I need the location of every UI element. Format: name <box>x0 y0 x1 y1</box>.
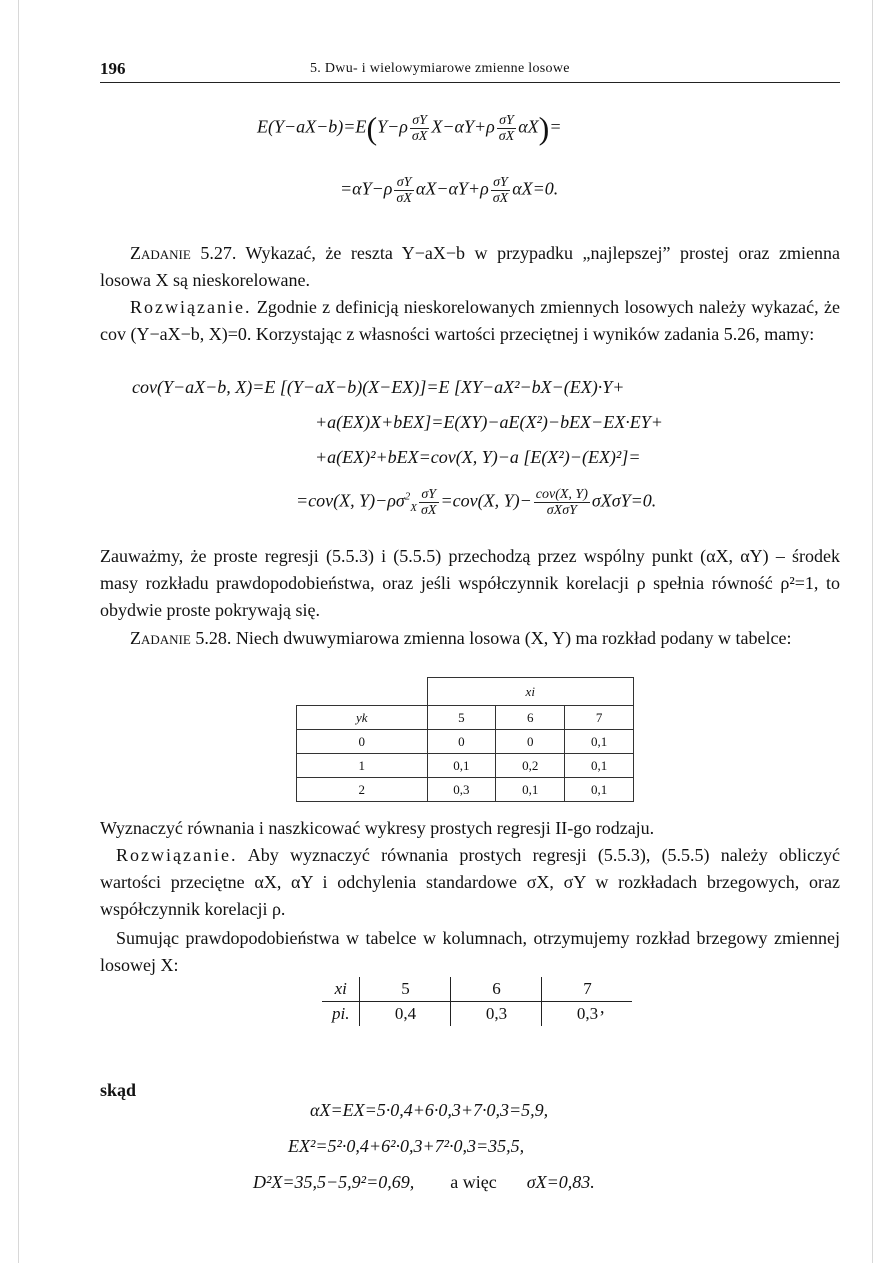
numerator: σY <box>394 175 413 191</box>
cov-line-4 <box>296 487 656 518</box>
cell-probability: 0,1 <box>496 778 565 802</box>
dist-comma: , <box>600 997 605 1017</box>
row-header-yk: yk <box>297 706 428 730</box>
cell-probability: 0,1 <box>427 754 496 778</box>
solution-label: Rozwiązanie. <box>116 845 238 865</box>
std-dev-value: σX=0,83. <box>526 1172 595 1192</box>
page-header <box>100 55 840 79</box>
fraction <box>491 175 510 206</box>
page-number: 196 <box>100 59 126 78</box>
dist-p-value: 0,3 <box>576 1004 599 1023</box>
marginal-distribution-table <box>322 977 632 1026</box>
dist-x-value: 7 <box>583 979 592 998</box>
denominator: σX <box>498 129 515 144</box>
regression-note: Zauważmy, że proste regresji (5.5.3) i (5.5.5) przechodzą przez wspólny punkt (αX, αY) – środek masy rozkładu prawdopodobieństwa, oraz jeśli współczynnik korelacji ρ spełnia równość ρ²=1, to obydwie proste pokrywają się. <box>100 546 840 620</box>
cell-probability: 0 <box>496 730 565 754</box>
numerator: σY <box>491 175 510 191</box>
scan-edge-right <box>872 0 873 1263</box>
numerator: cov(X, Y) <box>535 487 588 502</box>
row-value: 2 <box>297 778 428 802</box>
cov-l4-part-c: σXσY=0. <box>591 490 657 511</box>
denominator: σXσY <box>546 503 577 518</box>
table-row <box>297 730 634 754</box>
dist-header-x: xi <box>322 977 360 1002</box>
marginal-sum-text: Sumując prawdopodobieństwa w tabelce w kolumnach, otrzymujemy rozkład brzegowy zmiennej losowej X: <box>100 928 840 975</box>
cov-line-3: +a(EX)²+bEX=cov(X, Y)−a [E(X²)−(EX)²]= <box>315 447 641 467</box>
numerator: σY <box>497 113 516 129</box>
exercise-5-27 <box>100 240 840 294</box>
cell-probability: 0 <box>427 730 496 754</box>
result-second-moment: EX²=5²·0,4+6²·0,3+7²·0,3=35,5, <box>288 1136 525 1156</box>
row-value: 1 <box>297 754 428 778</box>
hence-label: skąd <box>100 1080 137 1100</box>
scan-edge-left <box>18 0 19 1263</box>
col-header-xi: xi <box>427 678 634 706</box>
equation-expectation <box>257 110 561 147</box>
cell-probability: 0,2 <box>496 754 565 778</box>
denominator: σX <box>421 503 437 518</box>
table-row <box>297 778 634 802</box>
cell-probability: 0,3 <box>427 778 496 802</box>
numerator: σY <box>410 113 429 129</box>
cell-probability: 0,1 <box>565 754 634 778</box>
cov-l4-part-a: =cov(X, Y)−ρσ <box>296 490 405 511</box>
cell-probability: 0,1 <box>565 730 634 754</box>
solution-5-28 <box>100 842 840 923</box>
solution-5-27 <box>100 294 840 348</box>
col-value: 7 <box>565 706 634 730</box>
exercise-label: Zadanie <box>130 243 191 263</box>
exponent: 2 <box>404 490 411 503</box>
exercise-text: 5.28. Niech dwuwymiarowa zmienna losowa (X, Y) ma rozkład podany w tabelce: <box>190 628 792 648</box>
numerator: σY <box>419 487 438 503</box>
fraction <box>534 487 590 518</box>
fraction <box>497 113 516 144</box>
cov-line-1: cov(Y−aX−b, X)=E [(Y−aX−b)(X−EX)]=E [XY−aX²−bX−(EX)·Y+ <box>132 377 625 397</box>
exercise-label: Zadanie <box>130 628 191 648</box>
fraction <box>410 113 429 144</box>
fraction <box>419 487 438 518</box>
subscript: X <box>410 502 418 515</box>
cov-l4-part-b: =cov(X, Y)− <box>440 490 532 511</box>
solution-text: Zgodnie z definicją nieskorelowanych zmiennych losowych należy wykazać, że cov (Y−aX−b, X)=0. Korzystając z własności wartości przeciętnej i wyników zadania 5.26, mamy: <box>100 297 840 344</box>
eq1-part-b: X−αY+ρ <box>431 116 495 137</box>
denominator: σX <box>411 129 428 144</box>
dist-header-p: pi. <box>322 1002 360 1027</box>
eq1-end: = <box>549 116 562 137</box>
exercise-text: 5.27. Wykazać, że reszta Y−aX−b w przypadku „najlepszej” prostej oraz zmienna losowa X są nieskorelowane. <box>100 243 840 290</box>
col-value: 6 <box>496 706 565 730</box>
table-row <box>297 754 634 778</box>
result-variance <box>253 1172 595 1193</box>
variance-formula: D²X=35,5−5,9²=0,69, <box>253 1172 415 1192</box>
joint-distribution-table <box>296 677 634 802</box>
fraction <box>394 175 413 206</box>
exercise-5-28 <box>100 625 840 652</box>
eq2-part-b: αX−αY+ρ <box>415 178 489 199</box>
eq1-part-c: αX <box>518 116 539 137</box>
equation-expectation-result <box>340 175 558 206</box>
dist-x-value: 6 <box>451 977 542 1002</box>
task-text: Wyznaczyć równania i naszkicować wykresy prostych regresji II-go rodzaju. <box>100 818 655 838</box>
row-value: 0 <box>297 730 428 754</box>
dist-p-value: 0,3 <box>451 1002 542 1027</box>
dist-p-value: 0,4 <box>360 1002 451 1027</box>
running-title: 5. Dwu- i wielowymiarowe zmienne losowe <box>310 61 570 76</box>
cell-probability: 0,1 <box>565 778 634 802</box>
eq1-lhs: E(Y−aX−b)=E <box>257 116 367 137</box>
eq2-part-c: αX=0. <box>512 178 559 199</box>
table-corner <box>297 678 428 706</box>
result-mean: αX=EX=5·0,4+6·0,3+7·0,3=5,9, <box>310 1100 549 1120</box>
eq1-part-a: Y−ρ <box>377 116 408 137</box>
dist-x-value: 5 <box>360 977 451 1002</box>
paren-open: ( <box>366 110 378 146</box>
solution-label: Rozwiązanie. <box>130 297 252 317</box>
therefore-text: a więc <box>450 1172 497 1192</box>
col-value: 5 <box>427 706 496 730</box>
denominator: σX <box>396 191 412 206</box>
eq2-part-a: =αY−ρ <box>340 178 393 199</box>
denominator: σX <box>492 191 509 206</box>
paren-close: ) <box>538 110 550 146</box>
cov-line-2: +a(EX)X+bEX]=E(XY)−aE(X²)−bEX−EX·EY+ <box>315 412 663 432</box>
header-rule <box>100 82 840 83</box>
solution-text: Aby wyznaczyć równania prostych regresji (5.5.3), (5.5.5) należy obliczyć wartości przeciętne αX, αY i odchylenia standardowe σX, σY w rozkładach brzegowych, oraz współczynnik korelacji ρ. <box>100 845 840 919</box>
